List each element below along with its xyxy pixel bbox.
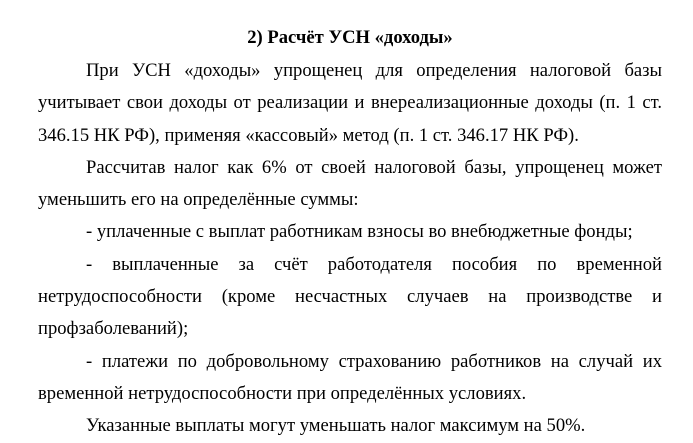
list-item-insurance-contributions: - уплаченные с выплат работникам взносы во внебюджетные фонды;	[86, 221, 633, 243]
section-heading: 2) Расчёт УСН «доходы»	[247, 27, 453, 48]
paragraph-usn-income-base: При УСН «доходы» упрощенец для определения налоговой базы учитывает свои доходы от реализации и внереализационные доходы (п. 1 ст. 346.15 НК РФ), применяя «кассовый» метод (п. 1 ст. 346.17 НК РФ).	[38, 60, 662, 146]
list-item-sick-leave-benefits: - выплаченные за счёт работодателя пособия по временной нетрудоспособности (кроме несчастных случаев на производстве и профзаболеваний);	[38, 253, 662, 340]
list-item-voluntary-insurance: - платежи по добровольному страхованию работников на случай их временной нетрудоспособности при определённых условиях.	[38, 350, 662, 404]
document-page	[38, 0, 662, 443]
paragraph-tax-reduction: Рассчитав налог как 6% от своей налоговой базы, упрощенец может уменьшить его на определённые суммы:	[38, 156, 662, 211]
paragraph-reduction-limit: Указанные выплаты могут уменьшать налог максимум на 50%.	[86, 415, 586, 437]
